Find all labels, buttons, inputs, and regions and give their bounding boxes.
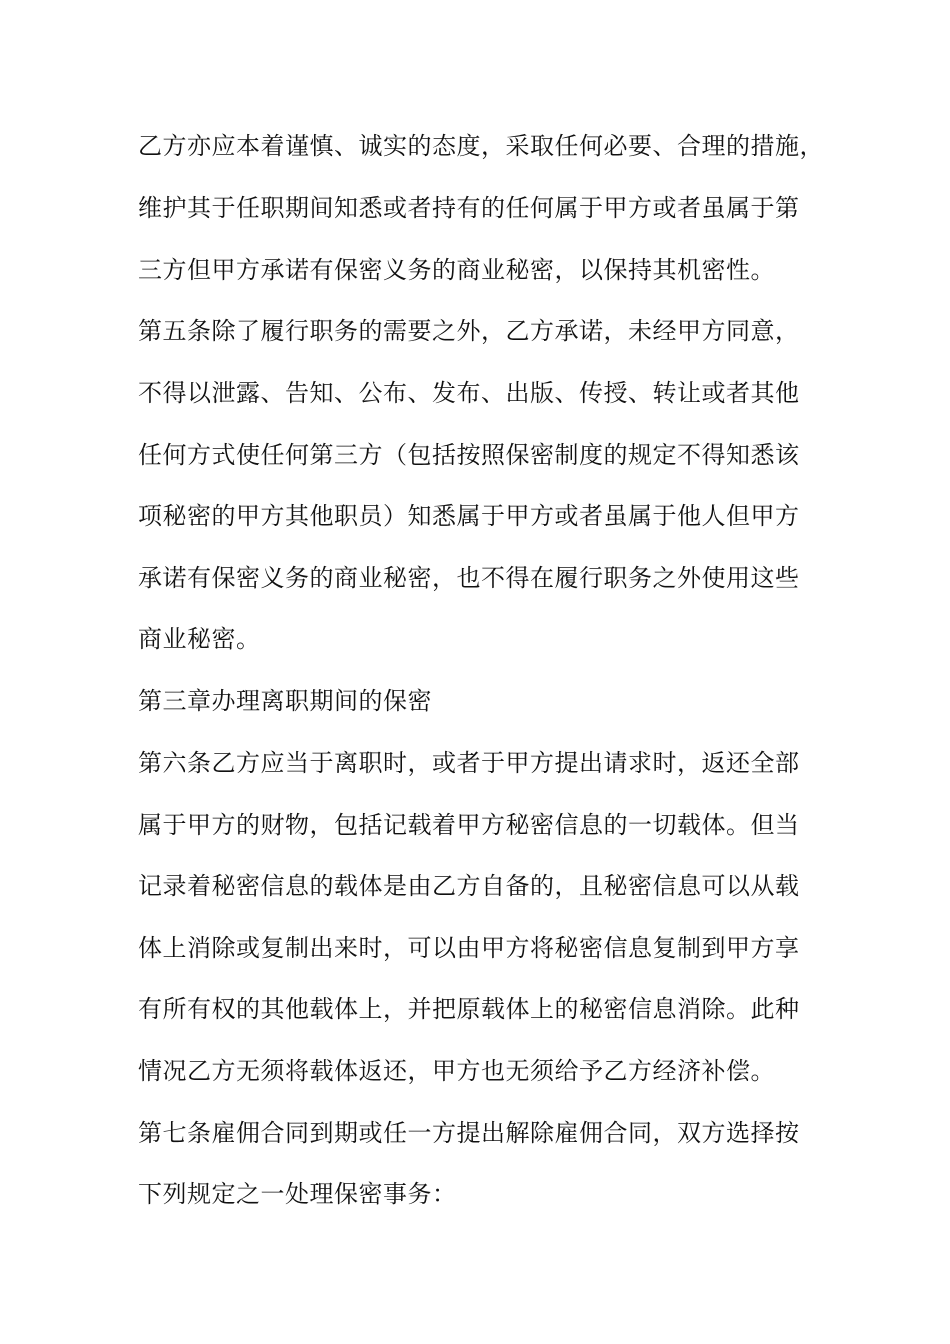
text-line: 承诺有保密义务的商业秘密，也不得在履行职务之外使用这些 (138, 564, 800, 592)
text-line: 记录着秘密信息的载体是由乙方自备的，且秘密信息可以从载 (138, 872, 800, 900)
text-line: 情况乙方无须将载体返还，甲方也无须给予乙方经济补偿。 (138, 1057, 775, 1085)
text-line: 项秘密的甲方其他职员）知悉属于甲方或者虽属于他人但甲方 (138, 502, 800, 530)
text-line: 第七条雇佣合同到期或任一方提出解除雇佣合同，双方选择按 (138, 1119, 800, 1147)
text-line: 属于甲方的财物，包括记载着甲方秘密信息的一切载体。但当 (138, 811, 800, 839)
text-line: 第六条乙方应当于离职时，或者于甲方提出请求时，返还全部 (138, 749, 800, 777)
text-line: 第五条除了履行职务的需要之外，乙方承诺，未经甲方同意， (138, 317, 800, 345)
text-line: 任何方式使任何第三方（包括按照保密制度的规定不得知悉该 (138, 441, 800, 469)
text-line: 不得以泄露、告知、公布、发布、出版、传授、转让或者其他 (138, 379, 800, 407)
text-line: 维护其于任职期间知悉或者持有的任何属于甲方或者虽属于第 (138, 194, 800, 222)
text-line: 乙方亦应本着谨慎、诚实的态度，采取任何必要、合理的措施， (138, 132, 824, 160)
text-line: 三方但甲方承诺有保密义务的商业秘密，以保持其机密性。 (138, 256, 775, 284)
text-line: 下列规定之一处理保密事务： (138, 1180, 457, 1208)
text-line: 体上消除或复制出来时，可以由甲方将秘密信息复制到甲方享 (138, 934, 800, 962)
text-line: 有所有权的其他载体上，并把原载体上的秘密信息消除。此种 (138, 995, 800, 1023)
text-line: 商业秘密。 (138, 625, 261, 653)
chapter-heading: 第三章办理离职期间的保密 (138, 687, 432, 715)
